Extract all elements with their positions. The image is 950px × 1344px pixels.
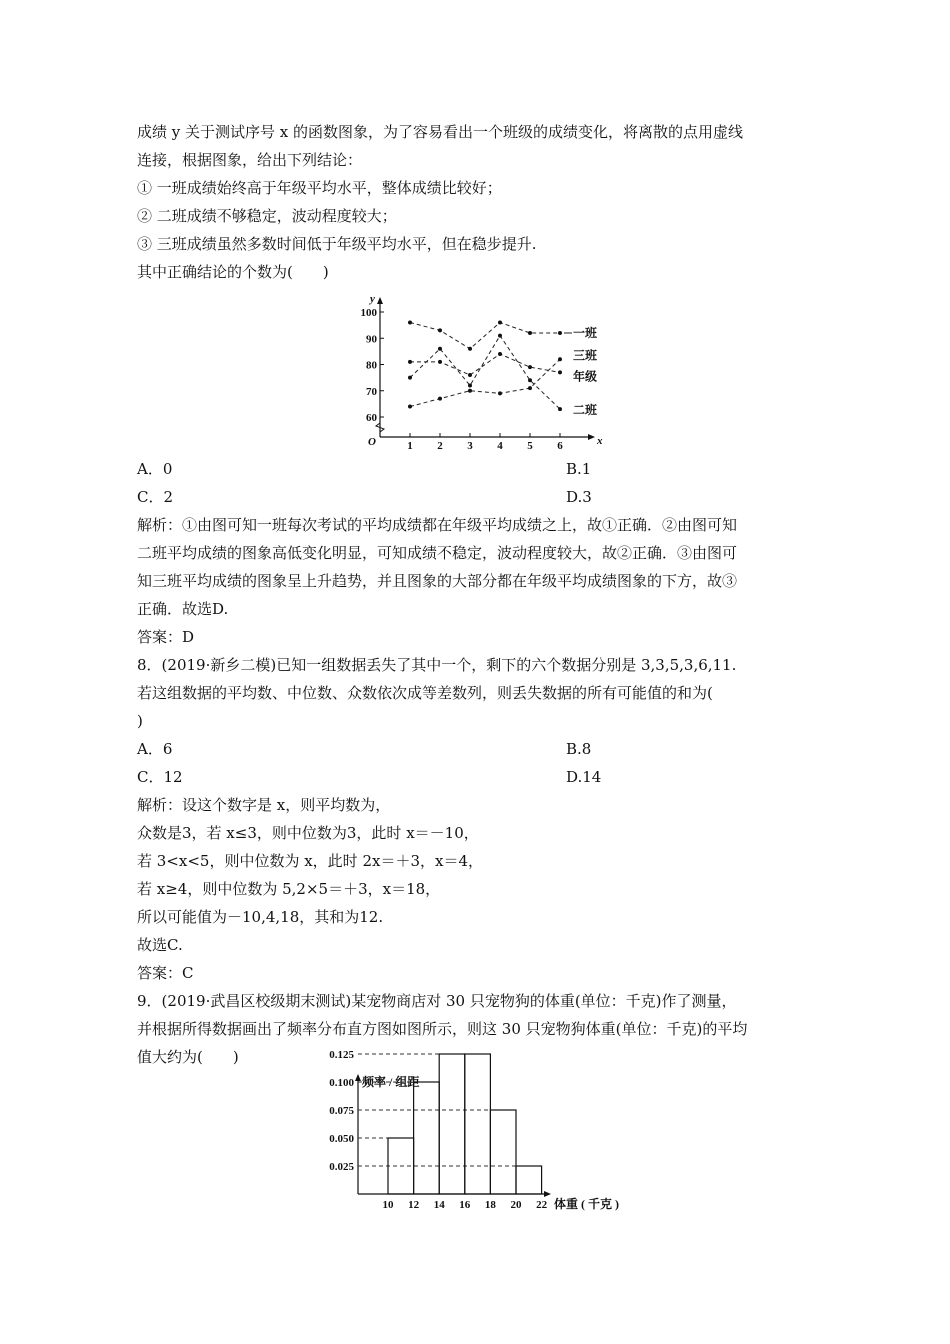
q7-option-d: D.3 [566,488,592,506]
q7-solution-line4: 正确．故选D. [137,600,229,618]
class-score-line-chart [350,292,610,452]
series-line-二班 [410,336,560,410]
y-tick-label: 80 [366,359,377,372]
origin-label: O [368,436,376,448]
q8-solution-line4: 若 x≥4，则中位数为 5,2×5＝＋3，x＝18， [137,880,441,898]
data-point [408,360,412,364]
q8-solution-line6: 故选C. [137,936,183,954]
histogram-bar [490,1110,516,1194]
data-point [528,378,532,382]
data-point [438,328,442,332]
y-tick-label: 100 [360,307,377,319]
q7-solution-line1: 解析：①由图可知一班每次考试的平均成绩都在年级平均成绩之上，故①正确．②由图可知 [137,516,738,534]
weight-frequency-histogram [318,1049,638,1220]
histogram-bar [414,1082,440,1194]
q7-option-b: B.1 [566,460,592,478]
q7-solution-line3: 知三班平均成绩的图象呈上升趋势，并且图象的大部分都在年级平均成绩图象的下方，故③ [137,572,738,590]
x-tick-label: 10 [382,1199,394,1211]
data-point [438,360,442,364]
data-point [468,384,472,388]
q7-conclusion-3: ③ 三班成绩虽然多数时间低于年级平均水平，但在稳步提升. [137,235,537,253]
x-tick-label: 4 [497,440,503,452]
histogram-bar [465,1054,491,1194]
q8-solution-line2: 众数是3，若 x≤3，则中位数为3，此时 x＝－10， [137,824,479,842]
y-tick-label: 70 [366,385,377,398]
data-point [558,407,562,411]
y-tick-label: 60 [366,412,377,424]
y-tick-label: 0.100 [329,1077,354,1089]
y-tick-label: 0.075 [329,1105,354,1117]
x-tick-label: 14 [433,1199,445,1211]
data-point [528,331,532,335]
x-axis-label: 体重 ( 千克 ) [554,1197,619,1211]
q9-stem-line1: 9．(2019·武昌区校级期末测试)某宠物商店对 30 只宠物狗的体重(单位：千克)作了测量， [137,992,737,1010]
series-label: 一班 [573,326,598,340]
data-point [408,376,412,380]
data-point [468,347,472,351]
data-point [528,365,532,369]
x-tick-label: 5 [527,440,533,452]
q9-stem-line3: 值大约为( ) [137,1048,239,1066]
q8-solution-line5: 所以可能值为－10,4,18，其和为12. [137,908,384,926]
q7-option-c: C．2 [137,488,174,506]
y-axis-label: y [370,293,375,305]
data-point [438,397,442,401]
data-point [498,334,502,338]
q7-option-a: A．0 [137,460,173,478]
data-point [498,352,502,356]
x-tick-label: 22 [536,1199,548,1211]
q7-conclusion-2: ② 二班成绩不够稳定，波动程度较大； [137,207,397,225]
q8-option-d: D.14 [566,768,602,786]
x-axis-arrow [588,434,595,440]
x-axis-arrow [544,1191,551,1197]
series-line-年级 [410,354,560,375]
x-tick-label: 16 [459,1199,471,1211]
x-tick-label: 20 [510,1199,522,1211]
q7-solution-line2: 二班平均成绩的图象高低变化明显，可知成绩不稳定，波动程度较大，故②正确．③由图可 [137,544,738,562]
data-point [558,370,562,374]
data-point [558,331,562,335]
q7-intro-line1: 成绩 y 关于测试序号 x 的函数图象，为了容易看出一个班级的成绩变化，将离散的点用虚线 [137,123,744,141]
histogram-bar [439,1054,465,1194]
y-axis-arrow [377,297,383,304]
series-line-一班 [410,323,560,349]
q7-question: 其中正确结论的个数为( ) [137,263,329,281]
data-point [408,321,412,325]
q8-stem-line1: 8．(2019·新乡二模)已知一组数据丢失了其中一个，剩下的六个数据分别是 3,3,5,3,6,11. [137,656,737,674]
data-point [438,347,442,351]
data-point [468,389,472,393]
q8-solution-line1: 解析：设这个数字是 x，则平均数为， [137,796,391,814]
data-point [558,357,562,361]
q8-answer: 答案：C [137,964,194,982]
x-tick-label: 6 [557,440,563,452]
series-label: 二班 [573,403,598,418]
q8-option-b: B.8 [566,740,592,758]
series-line-三班 [410,359,560,406]
x-tick-label: 1 [407,440,413,452]
series-label: 三班 [573,348,598,363]
series-label: 年级 [573,369,598,384]
q8-option-c: C．12 [137,768,183,786]
q8-solution-line3: 若 3<x<5，则中位数为 x，此时 2x＝＋3，x＝4， [137,852,483,870]
q7-conclusion-1: ① 一班成绩始终高于年级平均水平，整体成绩比较好； [137,179,502,197]
x-tick-label: 3 [467,440,473,452]
q8-stem-line3: ) [137,712,143,730]
y-tick-label: 0.025 [329,1161,354,1173]
x-axis-label: x [597,435,603,447]
histogram-bar [516,1166,542,1194]
data-point [498,321,502,325]
q9-stem-line2: 并根据所得数据画出了频率分布直方图如图所示，则这 30 只宠物狗体重(单位：千克)的平均 [137,1020,748,1038]
y-tick-label: 0.125 [329,1049,354,1061]
y-axis-label: 频率 / 组距 [362,1075,420,1089]
data-point [468,373,472,377]
q8-option-a: A．6 [137,740,173,758]
x-tick-label: 2 [437,440,443,452]
y-tick-label: 90 [366,333,377,346]
q7-intro-line2: 连接，根据图象，给出下列结论： [137,151,363,169]
y-axis-arrow [355,1074,361,1081]
q8-stem-line2: 若这组数据的平均数、中位数、众数依次成等差数列，则丢失数据的所有可能值的和为( [137,684,713,702]
data-point [498,391,502,395]
q7-answer: 答案：D [137,628,195,646]
x-tick-label: 18 [484,1199,496,1211]
y-tick-label: 0.050 [329,1133,354,1145]
data-point [408,405,412,409]
data-point [528,386,532,390]
x-tick-label: 12 [408,1199,420,1211]
